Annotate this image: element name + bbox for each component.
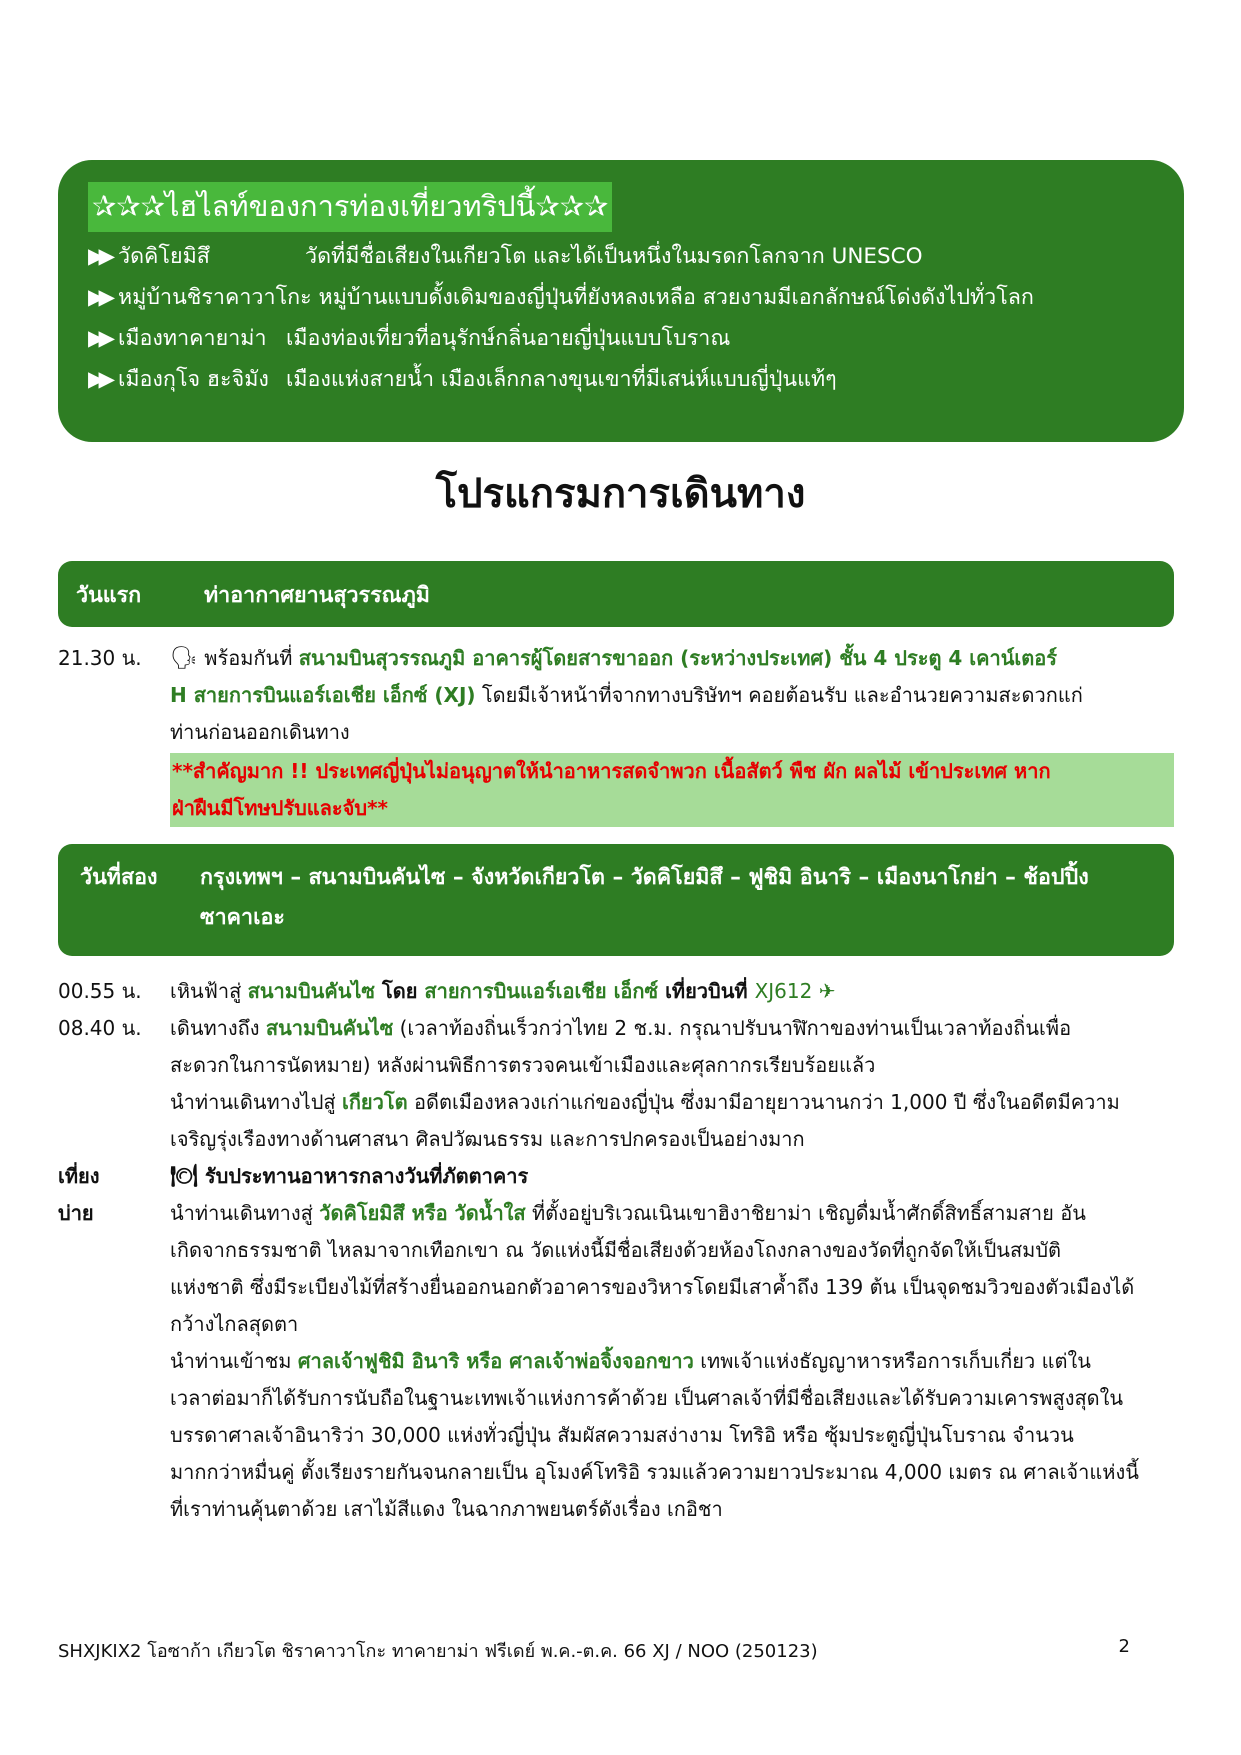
airplane-icon: ✈ bbox=[818, 979, 836, 1003]
program-title: โปรแกรมการเดินทาง bbox=[435, 471, 806, 517]
highlight-item: ▶▶ หมู่บ้านชิราคาวาโกะ หมู่บ้านแบบดั้งเดิมของญี่ปุ่นที่ยังหลงเหลือ สวยงามมีเอกลักษณ์โด่งดังไปทั่วโลก bbox=[88, 277, 1154, 318]
day2-body: 00.55 น. เหินฟ้าสู่ สนามบินคันไซ โดย สายการบินแอร์เอเชีย เอ็กซ์ เที่ยวบินที่ XJ612 ✈ 08.40 น. เดินทางถึง สนามบินคันไซ (เวลาท้องถิ่นเร็วกว่าไทย 2 ช.ม. กรุณาปรับนาฬิกาของท่านเป็นเวลาท้องถิ่นเพื่อ สะดวกในการนัดหมาย) หลังผ่านพิธีการตรวจคนเข้าเมืองและศุลกากรเรียบร้อยแล้ว นำท่านเดินทางไปสู่ เกียวโต อดีตเมืองหลวงเก่าแก่ของญี่ปุ่น ซึ่งมามีอายุยาวนานกว่า 1,000 ปี ซึ่งในอดีตมีความ เจริญรุ่งเรืองทางด้านศาสนา ศิลปวัฒนธรรม และการปกครองเป็นอย่างมาก เที่ยง บ่าย 🍽 รับประทานอาหารกลางวันที่ภัตตาคาร นำท่านเดินทางสู่ วัดคิโยมิสึ หรือ วัดน้ำใส ที่ตั้งอยู่บริเวณเนินเขาฮิงาชิยาม่า เชิญดื่มน้ำศักดิ์สิทธิ์สามสาย อัน เกิดจากธรรมชาติ ไหลมาจากเทือกเขา ณ วัดแห่งนี้มีชื่อเสียงด้วยห้องโถงกลางของวัดที่ถูกจัดให้เป็นสมบัติ แห่งชาติ ซึ่งมีระเบียงไม้ที่สร้างยื่นออกนอกตัวอาคารของวิหารโดยมีเสาค้ำถึง 139 ต้น เป็นจุดชมวิวของตัวเมืองได้ กว้างไกลสุดตา นำท่านเข้าชม ศาลเจ้าฟูชิมิ อินาริ หรือ ศาลเจ้าพ่อจิ้งจอกขาว เทพเจ้าแห่งธัญญาหารหรือการเก็บเกี่ยว แต่ใน เวลาต่อมาก็ได้รับการนับถือในฐานะเทพเจ้าแห่งการค้าด้วย เป็นศาลเจ้าที่มีชื่อเสียงและได้รับความเคารพสูงสุดใน บรรดาศาลเจ้าอินาริว่า 30,000 แห่งทั่วญี่ปุ่น สัมผัสความสง่างาม โทริอิ หรือ ซุ้มประตูญี่ปุ่นโบราณ จำนวน มากกว่าหมื่นคู่ ตั้งเรียงรายกันจนกลายเป็น อุโมงค์โทริอิ รวมแล้วความยาวประมาณ 4,000 เมตร ณ ศาลเจ้าแห่งนี้ ที่เราท่านคุ้นตาด้วย เสาไม้สีแดง ในฉากภาพยนตร์ดังเรื่อง เกอิชา bbox=[58, 973, 1174, 1528]
day2-label: วันที่สอง bbox=[80, 865, 158, 890]
meal-icon: 🍽 bbox=[170, 1164, 198, 1189]
time-label: 21.30 น. bbox=[58, 646, 142, 670]
time-label: 08.40 น. bbox=[58, 1016, 142, 1040]
double-arrow-icon: ▶▶ bbox=[88, 326, 110, 351]
page-footer bbox=[58, 1636, 1130, 1665]
highlight-item: ▶▶ เมืองกุโจ ฮะจิมัง เมืองแห่งสายน้ำ เมืองเล็กกลางขุนเขาที่มีเสน่ห์แบบญี่ปุ่นแท้ๆ bbox=[88, 359, 1154, 400]
day2-title: กรุงเทพฯ – สนามบินคันไซ – จังหวัดเกียวโต – วัดคิโยมิสึ – ฟูชิมิ อินาริ – เมืองนาโกย่า – ช้อปปิ้ง ซาคาเอะ bbox=[200, 865, 1089, 930]
footer-code: SHXJKIX2 โอซาก้า เกียวโต ชิราคาวาโกะ ทาคายาม่า ฟรีเดย์ พ.ค.-ต.ค. 66 XJ / NOO (250123) bbox=[58, 1641, 818, 1662]
day2-header bbox=[58, 844, 1174, 956]
highlights-title: ✰✰✰ไฮไลท์ของการท่องเที่ยวทริปนี้✰✰✰ bbox=[88, 182, 612, 232]
double-arrow-icon: ▶▶ bbox=[88, 244, 110, 269]
highlight-item: ▶▶ วัดคิโยมิสึ วัดที่มีชื่อเสียงในเกียวโต และได้เป็นหนึ่งในมรดกโลกจาก UNESCO bbox=[88, 236, 1154, 277]
time-label: บ่าย bbox=[58, 1201, 94, 1225]
highlights-box bbox=[58, 160, 1184, 442]
day1-label: วันแรก bbox=[76, 583, 142, 608]
speaker-icon: 🗣 bbox=[170, 646, 198, 671]
page-number: 2 bbox=[1118, 1636, 1130, 1657]
double-arrow-icon: ▶▶ bbox=[88, 285, 110, 310]
highlight-item: ▶▶ เมืองทาคายาม่า เมืองท่องเที่ยวที่อนุรักษ์กลิ่นอายญี่ปุ่นแบบโบราณ bbox=[88, 318, 1154, 359]
day1-title: ท่าอากาศยานสุวรรณภูมิ bbox=[204, 583, 430, 608]
double-arrow-icon: ▶▶ bbox=[88, 367, 110, 392]
time-label: 00.55 น. bbox=[58, 979, 142, 1003]
time-label: เที่ยง bbox=[58, 1164, 100, 1188]
day1-header bbox=[58, 561, 1174, 627]
day1-body: 21.30 น. 🗣 พร้อมกันที่ สนามบินสุวรรณภูมิ อาคารผู้โดยสารขาออก (ระหว่างประเทศ) ชั้น 4 ประตู 4 เคาน์เตอร์ H สายการบินแอร์เอเชีย เอ็กซ์ (XJ) โดยมีเจ้าหน้าที่จากทางบริษัทฯ คอยต้อนรับ และอำนวยความสะดวกแก่ ท่านก่อนออกเดินทาง **สำคัญมาก !! ประเทศญี่ปุ่นไม่อนุญาตให้นำอาหารสดจำพวก เนื้อสัตว์ พืช ผัก ผลไม้ เข้าประเทศ หาก ฝ่าฝืนมีโทษปรับและจับ** bbox=[58, 640, 1174, 827]
warning-note: **สำคัญมาก !! ประเทศญี่ปุ่นไม่อนุญาตให้นำอาหารสดจำพวก เนื้อสัตว์ พืช ผัก ผลไม้ เข้าประเทศ หาก ฝ่าฝืนมีโทษปรับและจับ** bbox=[170, 753, 1174, 827]
